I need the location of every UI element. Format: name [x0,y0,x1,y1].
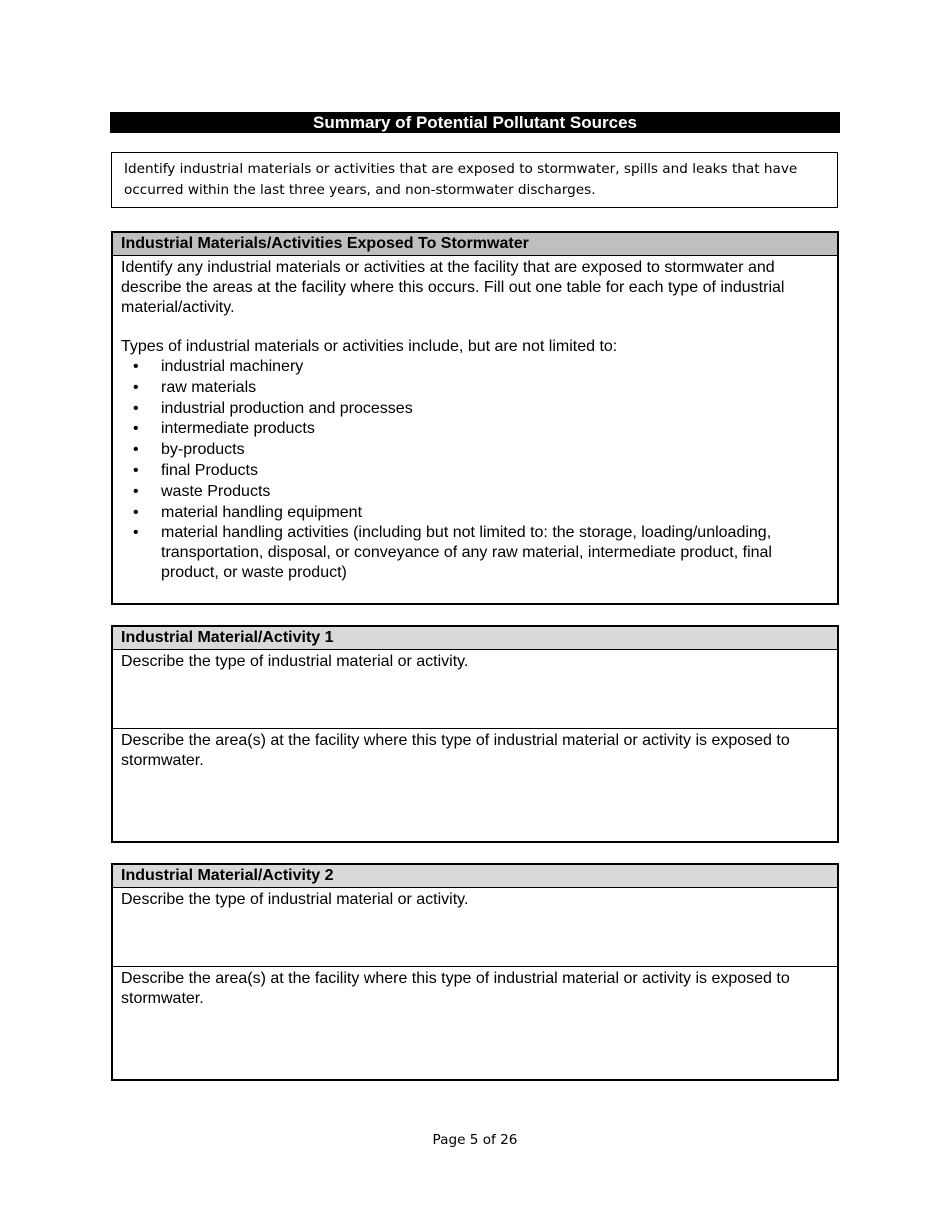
exposed-materials-description: Identify any industrial materials or activities at the facility that are exposed to stormwater and describe the areas at the facility where this occurs. Fill out one table for each type of industrial material/activity. [121,259,785,316]
activity-2-type-field[interactable] [113,888,837,967]
activity-1-box [111,625,839,843]
page-number: Page 5 of 26 [432,1132,518,1148]
list-item: • final Products [121,461,829,482]
list-item: • raw materials [121,378,829,399]
activity-1-area-prompt: Describe the area(s) at the facility where this type of industrial material or activity is exposed to stormwater. [121,732,790,769]
list-item: • intermediate products [121,419,829,440]
types-list [121,357,829,583]
activity-1-header: Industrial Material/Activity 1 [113,627,837,650]
activity-2-box [111,863,839,1081]
activity-2-header: Industrial Material/Activity 2 [113,865,837,888]
list-item: • by-products [121,440,829,461]
activity-2-type-prompt: Describe the type of industrial material or activity. [121,891,469,908]
list-item: • industrial machinery [121,357,829,378]
list-item: • material handling activities (including but not limited to: the storage, loading/unloading, transportation, disposal, or conveyance of any raw material, intermediate product, final product, or waste product) [121,523,829,583]
intro-instructions: Identify industrial materials or activities that are exposed to stormwater, spills and leaks that have occurred within the last three years, and non-stormwater discharges. [111,152,838,208]
activity-2-area-prompt: Describe the area(s) at the facility where this type of industrial material or activity is exposed to stormwater. [121,970,790,1007]
activity-1-type-prompt: Describe the type of industrial material or activity. [121,653,469,670]
page-title: Summary of Potential Pollutant Sources [110,112,840,133]
list-item: • material handling equipment [121,503,829,524]
exposed-materials-box [111,231,839,605]
activity-1-type-field[interactable] [113,650,837,729]
exposed-materials-header: Industrial Materials/Activities Exposed To Stormwater [113,233,837,256]
list-item: • industrial production and processes [121,399,829,420]
activity-1-area-field[interactable] [113,729,837,773]
list-item: • waste Products [121,482,829,503]
types-intro: Types of industrial materials or activities include, but are not limited to: [121,338,618,355]
activity-2-area-field[interactable] [113,967,837,1011]
